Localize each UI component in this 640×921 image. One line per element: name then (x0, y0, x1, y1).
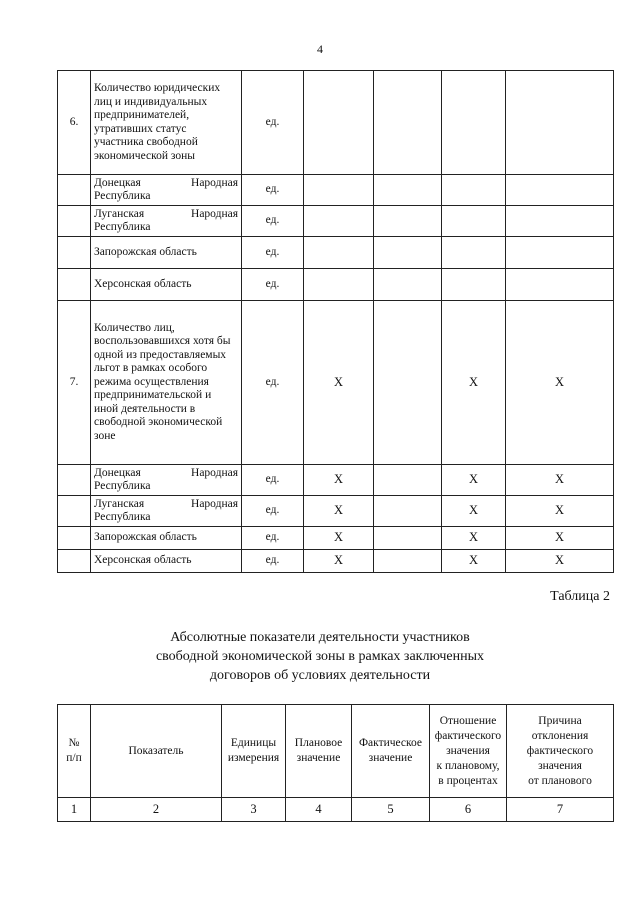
table-row (58, 237, 614, 269)
page-number: 4 (317, 42, 323, 56)
planned-value-cell: X (304, 301, 374, 465)
planned-value-cell (304, 71, 374, 175)
header-line: измерения (227, 752, 280, 764)
header-ratio (430, 705, 507, 798)
header-planned (286, 705, 352, 798)
table-row (58, 301, 614, 465)
region-name: Донецкая Народная Республика (91, 175, 242, 206)
deviation-reason-cell: X (506, 465, 614, 496)
unit-cell: ед. (242, 550, 304, 573)
header-line: Отношение (439, 714, 497, 727)
row-number (58, 465, 91, 496)
deviation-reason-cell (506, 269, 614, 301)
unit-cell: ед. (242, 175, 304, 206)
region-name: Херсонская область (91, 269, 242, 301)
row-number (58, 269, 91, 301)
ratio-cell: X (442, 550, 506, 573)
header-deviation-reason (507, 705, 614, 798)
unit-cell: ед. (242, 527, 304, 550)
planned-value-cell: X (304, 527, 374, 550)
indicators-table-continued (57, 70, 614, 573)
column-index: 5 (352, 798, 430, 822)
header-line: фактического (526, 744, 594, 757)
header-row (58, 705, 614, 798)
deviation-reason-cell: X (506, 527, 614, 550)
deviation-reason-cell (506, 71, 614, 175)
actual-value-cell (374, 237, 442, 269)
deviation-reason-cell (506, 206, 614, 237)
ratio-cell (442, 71, 506, 175)
actual-value-cell (374, 550, 442, 573)
header-line: Плановое (294, 737, 343, 749)
planned-value-cell (304, 237, 374, 269)
header-line: к плановому, (436, 759, 500, 772)
row-number: 6. (58, 71, 91, 175)
deviation-reason-cell (506, 175, 614, 206)
table-row (58, 496, 614, 527)
ratio-cell: X (442, 301, 506, 465)
deviation-reason-cell (506, 237, 614, 269)
row-number (58, 550, 91, 573)
unit-cell: ед. (242, 237, 304, 269)
planned-value-cell (304, 206, 374, 237)
header-line: № (68, 737, 80, 749)
deviation-reason-cell: X (506, 550, 614, 573)
region-name: Луганская Народная Республика (91, 206, 242, 237)
unit-cell: ед. (242, 206, 304, 237)
row-number: 7. (58, 301, 91, 465)
row-number (58, 527, 91, 550)
header-line: Единицы (230, 737, 277, 749)
header-line: значение (368, 752, 413, 764)
column-index-row (58, 798, 614, 822)
column-index: 6 (430, 798, 507, 822)
table-caption: Таблица 2 (550, 589, 610, 604)
table-title-line: Абсолютные показатели деятельности участников (170, 630, 470, 645)
header-line: в процентах (438, 774, 498, 787)
unit-cell: ед. (242, 465, 304, 496)
ratio-cell (442, 269, 506, 301)
row-number (58, 206, 91, 237)
unit-cell: ед. (242, 269, 304, 301)
ratio-cell (442, 237, 506, 269)
deviation-reason-cell: X (506, 496, 614, 527)
region-name: Запорожская область (91, 527, 242, 550)
table-row (58, 527, 614, 550)
ratio-cell (442, 175, 506, 206)
column-index: 4 (286, 798, 352, 822)
table-row (58, 71, 614, 175)
unit-cell: ед. (242, 71, 304, 175)
region-name: Херсонская область (91, 550, 242, 573)
header-actual (352, 705, 430, 798)
table-row (58, 550, 614, 573)
column-index: 3 (222, 798, 286, 822)
row-number (58, 175, 91, 206)
row-number (58, 496, 91, 527)
region-name: Луганская Народная Республика (91, 496, 242, 527)
ratio-cell (442, 206, 506, 237)
header-line: фактического (434, 729, 502, 742)
table-title-line: договоров об условиях деятельности (209, 668, 431, 683)
table-row (58, 206, 614, 237)
header-line: значения (446, 744, 490, 757)
header-number (58, 705, 91, 798)
header-indicator (91, 705, 222, 798)
column-index: 2 (91, 798, 222, 822)
table-row (58, 175, 614, 206)
header-line: Причина (538, 714, 582, 727)
table-title-line: свободной экономической зоны в рамках заключенных (155, 649, 485, 664)
indicator-name: Количество лиц, воспользовавшихся хотя бы одной из предоставляемых льгот в рамках особого режима осуществления предпринимательской и иной деятельности в свободной экономической зоне (91, 301, 242, 465)
header-line: от планового (528, 774, 592, 787)
region-name: Запорожская область (91, 237, 242, 269)
actual-value-cell (374, 269, 442, 301)
actual-value-cell (374, 496, 442, 527)
deviation-reason-cell: X (506, 301, 614, 465)
ratio-cell: X (442, 496, 506, 527)
column-index: 1 (58, 798, 91, 822)
header-line: значения (538, 759, 582, 772)
actual-value-cell (374, 206, 442, 237)
ratio-cell: X (442, 527, 506, 550)
table-row (58, 465, 614, 496)
indicator-name: Количество юридических лиц и индивидуальных предпринимателей, утративших статус участника свободной экономической зоны (91, 71, 242, 175)
planned-value-cell (304, 175, 374, 206)
table-title (0, 628, 640, 685)
planned-value-cell (304, 269, 374, 301)
header-line: Показатель (128, 744, 184, 757)
absolute-indicators-table (57, 704, 614, 822)
actual-value-cell (374, 527, 442, 550)
header-line: значение (296, 752, 341, 764)
actual-value-cell (374, 71, 442, 175)
header-units (222, 705, 286, 798)
planned-value-cell: X (304, 550, 374, 573)
actual-value-cell (374, 465, 442, 496)
unit-cell: ед. (242, 496, 304, 527)
table-row (58, 269, 614, 301)
planned-value-cell: X (304, 496, 374, 527)
header-line: отклонения (531, 729, 589, 742)
actual-value-cell (374, 301, 442, 465)
region-name: Донецкая Народная Республика (91, 465, 242, 496)
row-number (58, 237, 91, 269)
actual-value-cell (374, 175, 442, 206)
column-index: 7 (507, 798, 614, 822)
planned-value-cell: X (304, 465, 374, 496)
ratio-cell: X (442, 465, 506, 496)
header-line: Фактическое (358, 737, 423, 749)
unit-cell: ед. (242, 301, 304, 465)
header-line: п/п (66, 752, 82, 764)
